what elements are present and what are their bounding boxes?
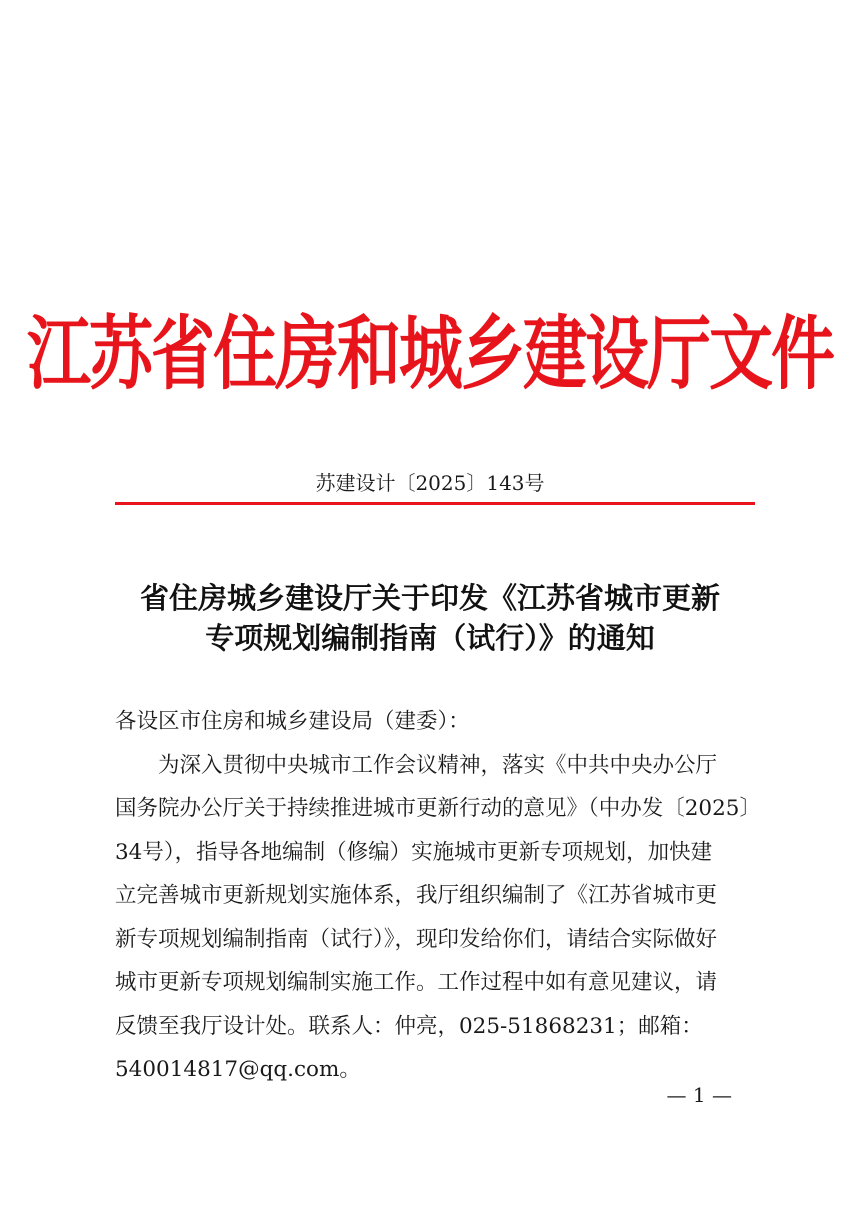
masthead-text: 江苏省住房和城乡建设厅文件 [27,308,833,402]
body-line: 国务院办公厅关于持续推进城市更新行动的意见》（中办发〔2025〕 [115,796,761,821]
body-line: 540014817@qq.com。 [115,1057,361,1082]
notice-title-line-1: 省住房城乡建设厅关于印发《江苏省城市更新 [139,581,720,615]
red-divider-rule [115,502,755,505]
notice-title [100,578,760,658]
body-line: 为深入贯彻中央城市工作会议精神，落实《中共中央办公厅 [158,752,718,778]
notice-title-line-2: 专项规划编制指南（试行）》的通知 [205,621,655,655]
document-number: 苏建设计〔2025〕143号 [315,471,545,495]
body-line: 新专项规划编制指南（试行）》，现印发给你们，请结合实际做好 [115,926,718,952]
salutation: 各设区市住房和城乡建设局（建委）： [115,709,470,734]
body-line: 立完善城市更新规划实施体系，我厅组织编制了《江苏省城市更 [115,883,718,908]
page-number: — 1 — [666,1083,732,1107]
masthead-title [0,300,860,410]
body-line: 城市更新专项规划编制实施工作。工作过程中如有意见建议，请 [115,970,718,995]
body-line: 34号），指导各地编制（修编）实施城市更新专项规划，加快建 [115,839,713,865]
notice-body [115,700,761,1092]
body-line: 反馈至我厅设计处。联系人：仲亮，025-51868231；邮箱： [115,1013,703,1039]
